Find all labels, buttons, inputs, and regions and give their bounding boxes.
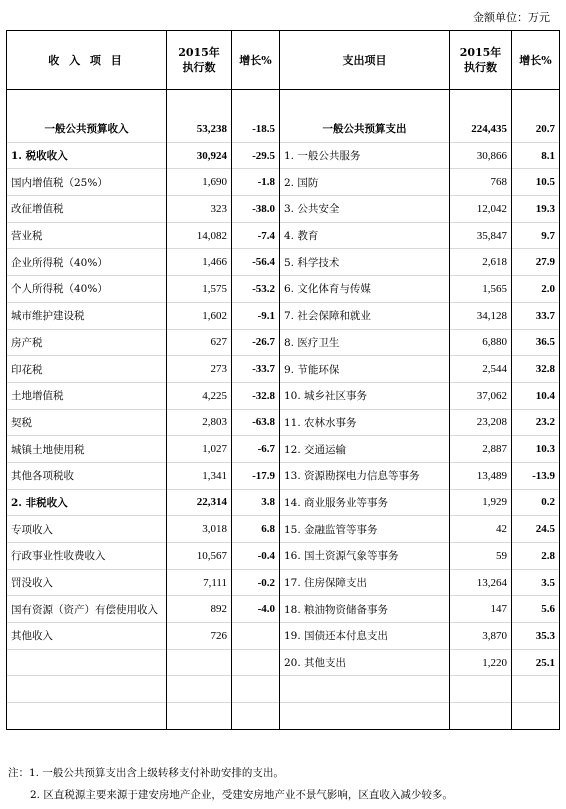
table-row (7, 462, 560, 489)
income-item-cell: 行政事业性收费收入 (7, 543, 167, 570)
table-row (7, 409, 560, 436)
income-amount-cell: 273 (167, 356, 232, 383)
expend-amount-cell: 12,042 (450, 196, 512, 223)
income-amount-cell: 1,602 (167, 302, 232, 329)
table-row (7, 196, 560, 223)
expend-item-cell: 一般公共预算支出 (280, 116, 450, 142)
expend-growth-cell: 10.4 (512, 382, 560, 409)
expend-item-cell: 9. 节能环保 (280, 356, 450, 383)
table-row (7, 569, 560, 596)
table-row (7, 302, 560, 329)
income-amount-cell: 10,567 (167, 543, 232, 570)
income-item-cell: 一般公共预算收入 (7, 116, 167, 142)
income-item-cell: 罚没收入 (7, 569, 167, 596)
income-growth-cell: 6.8 (232, 516, 280, 543)
expend-item-cell: 17. 住房保障支出 (280, 569, 450, 596)
expend-amount-cell: 59 (450, 543, 512, 570)
income-amount-cell: 1,575 (167, 276, 232, 303)
expend-growth-cell: 9.7 (512, 222, 560, 249)
income-amount-cell: 53,238 (167, 116, 232, 142)
expend-item-cell: 13. 资源勘探电力信息等事务 (280, 462, 450, 489)
income-item-cell: 城市维护建设税 (7, 302, 167, 329)
expend-amount-cell: 42 (450, 516, 512, 543)
table-row (7, 382, 560, 409)
expend-growth-cell: 8.1 (512, 142, 560, 169)
expend-item-cell: 19. 国债还本付息支出 (280, 623, 450, 650)
income-growth-cell: -33.7 (232, 356, 280, 383)
expend-growth-cell: 36.5 (512, 329, 560, 356)
income-growth-cell: -0.2 (232, 569, 280, 596)
income-growth-cell: -6.7 (232, 436, 280, 463)
income-growth-cell: -0.4 (232, 543, 280, 570)
income-amount-cell: 4,225 (167, 382, 232, 409)
expend-growth-cell: 25.1 (512, 649, 560, 676)
expend-amount-cell: 3,870 (450, 623, 512, 650)
income-amount-cell: 30,924 (167, 142, 232, 169)
expend-amount-cell: 13,264 (450, 569, 512, 596)
expend-item-cell: 15. 金融监管等事务 (280, 516, 450, 543)
income-amount-cell: 1,341 (167, 462, 232, 489)
income-item-cell: 营业税 (7, 222, 167, 249)
expend-growth-cell: 2.0 (512, 276, 560, 303)
income-amount-cell: 7,111 (167, 569, 232, 596)
income-growth-cell: -18.5 (232, 116, 280, 142)
income-item-cell: 专项收入 (7, 516, 167, 543)
expend-item-cell: 4. 教育 (280, 222, 450, 249)
header-income-item: 收 入 项 目 (7, 31, 167, 90)
income-amount-cell: 2,803 (167, 409, 232, 436)
header-expend-amount: 2015年 执行数 (450, 31, 512, 90)
expend-amount-cell: 2,618 (450, 249, 512, 276)
expend-amount-cell: 1,565 (450, 276, 512, 303)
income-amount-cell: 1,027 (167, 436, 232, 463)
income-growth-cell: -17.9 (232, 462, 280, 489)
income-item-cell: 改征增值税 (7, 196, 167, 223)
income-growth-cell (232, 703, 280, 730)
expend-growth-cell: 24.5 (512, 516, 560, 543)
income-growth-cell: -63.8 (232, 409, 280, 436)
income-item-cell: 1. 税收收入 (7, 142, 167, 169)
expend-amount-cell: 23,208 (450, 409, 512, 436)
income-item-cell: 2. 非税收入 (7, 489, 167, 516)
footnote-2: 2. 区直税源主要来源于建安房地产企业，受建安房地产业不景气影响，区直收入减少较多。 (30, 789, 453, 801)
expend-amount-cell: 6,880 (450, 329, 512, 356)
income-growth-cell: 3.8 (232, 489, 280, 516)
spacer-row (7, 90, 560, 117)
expend-item-cell: 16. 国土资源气象等事务 (280, 543, 450, 570)
income-growth-cell: -53.2 (232, 276, 280, 303)
expend-growth-cell: 5.6 (512, 596, 560, 623)
table-row (7, 249, 560, 276)
expend-amount-cell: 147 (450, 596, 512, 623)
budget-table (6, 30, 560, 730)
income-growth-cell: -4.0 (232, 596, 280, 623)
expend-growth-cell: 35.3 (512, 623, 560, 650)
expend-item-cell: 3. 公共安全 (280, 196, 450, 223)
income-growth-cell: -29.5 (232, 142, 280, 169)
income-amount-cell (167, 703, 232, 730)
table-row (7, 623, 560, 650)
expend-item-cell: 11. 农林水事务 (280, 409, 450, 436)
expend-growth-cell: 33.7 (512, 302, 560, 329)
expend-item-cell: 6. 文化体育与传媒 (280, 276, 450, 303)
expend-amount-cell (450, 703, 512, 730)
footnote-1: 注：1. 一般公共预算支出含上级转移支付补助安排的支出。 (8, 767, 284, 779)
income-growth-cell: -38.0 (232, 196, 280, 223)
table-row (7, 436, 560, 463)
income-item-cell: 其他各项税收 (7, 462, 167, 489)
expend-growth-cell: 0.2 (512, 489, 560, 516)
expend-amount-cell: 1,220 (450, 649, 512, 676)
income-amount-cell: 3,018 (167, 516, 232, 543)
unit-label: 金额单位：万元 (473, 11, 550, 24)
income-item-cell (7, 649, 167, 676)
expend-amount-cell: 2,544 (450, 356, 512, 383)
income-growth-cell: -56.4 (232, 249, 280, 276)
table-row (7, 222, 560, 249)
expend-growth-cell: 19.3 (512, 196, 560, 223)
income-amount-cell (167, 649, 232, 676)
table-row (7, 649, 560, 676)
expend-amount-cell: 1,929 (450, 489, 512, 516)
table-row (7, 596, 560, 623)
income-item-cell: 房产税 (7, 329, 167, 356)
expend-amount-cell: 35,847 (450, 222, 512, 249)
income-item-cell: 契税 (7, 409, 167, 436)
income-item-cell (7, 703, 167, 730)
expend-growth-cell: 23.2 (512, 409, 560, 436)
income-amount-cell: 892 (167, 596, 232, 623)
income-item-cell: 国内增值税（25%） (7, 169, 167, 196)
income-growth-cell: -9.1 (232, 302, 280, 329)
income-amount-cell: 1,690 (167, 169, 232, 196)
expend-amount-cell (450, 676, 512, 703)
expend-item-cell: 8. 医疗卫生 (280, 329, 450, 356)
income-amount-cell: 22,314 (167, 489, 232, 516)
header-row (7, 31, 560, 90)
table-row (7, 116, 560, 142)
footnotes (8, 762, 453, 806)
income-item-cell: 土地增值税 (7, 382, 167, 409)
expend-growth-cell: 2.8 (512, 543, 560, 570)
table-row (7, 356, 560, 383)
expend-growth-cell: -13.9 (512, 462, 560, 489)
income-item-cell: 个人所得税（40%） (7, 276, 167, 303)
table-row (7, 489, 560, 516)
expend-item-cell: 14. 商业服务业等事务 (280, 489, 450, 516)
expend-item-cell: 20. 其他支出 (280, 649, 450, 676)
table-row (7, 169, 560, 196)
income-growth-cell (232, 623, 280, 650)
table-row (7, 676, 560, 703)
table-row (7, 142, 560, 169)
expend-amount-cell: 30,866 (450, 142, 512, 169)
income-item-cell: 国有资源（资产）有偿使用收入 (7, 596, 167, 623)
income-growth-cell: -7.4 (232, 222, 280, 249)
income-amount-cell (167, 676, 232, 703)
header-income-amount: 2015年 执行数 (167, 31, 232, 90)
income-item-cell: 印花税 (7, 356, 167, 383)
income-amount-cell: 14,082 (167, 222, 232, 249)
table-row (7, 703, 560, 730)
table-row (7, 543, 560, 570)
expend-growth-cell: 32.8 (512, 356, 560, 383)
income-item-cell (7, 676, 167, 703)
income-item-cell: 企业所得税（40%） (7, 249, 167, 276)
header-income-growth: 增长% (232, 31, 280, 90)
table-row (7, 329, 560, 356)
header-expend-item: 支出项目 (280, 31, 450, 90)
income-amount-cell: 627 (167, 329, 232, 356)
income-amount-cell: 726 (167, 623, 232, 650)
income-growth-cell: -32.8 (232, 382, 280, 409)
income-growth-cell: -1.8 (232, 169, 280, 196)
expend-item-cell: 7. 社会保障和就业 (280, 302, 450, 329)
income-item-cell: 其他收入 (7, 623, 167, 650)
income-growth-cell: -26.7 (232, 329, 280, 356)
income-growth-cell (232, 649, 280, 676)
expend-item-cell (280, 676, 450, 703)
expend-item-cell: 18. 粮油物资储备事务 (280, 596, 450, 623)
table-row (7, 516, 560, 543)
expend-amount-cell: 13,489 (450, 462, 512, 489)
expend-item-cell: 5. 科学技术 (280, 249, 450, 276)
expend-amount-cell: 34,128 (450, 302, 512, 329)
header-expend-growth: 增长% (512, 31, 560, 90)
expend-amount-cell: 224,435 (450, 116, 512, 142)
expend-growth-cell (512, 676, 560, 703)
expend-item-cell: 12. 交通运输 (280, 436, 450, 463)
expend-growth-cell: 10.3 (512, 436, 560, 463)
expend-item-cell (280, 703, 450, 730)
expend-amount-cell: 2,887 (450, 436, 512, 463)
table-row (7, 276, 560, 303)
expend-growth-cell: 20.7 (512, 116, 560, 142)
expend-amount-cell: 37,062 (450, 382, 512, 409)
expend-growth-cell: 3.5 (512, 569, 560, 596)
income-amount-cell: 323 (167, 196, 232, 223)
expend-item-cell: 1. 一般公共服务 (280, 142, 450, 169)
expend-item-cell: 2. 国防 (280, 169, 450, 196)
expend-growth-cell: 10.5 (512, 169, 560, 196)
expend-growth-cell (512, 703, 560, 730)
income-growth-cell (232, 676, 280, 703)
income-amount-cell: 1,466 (167, 249, 232, 276)
expend-growth-cell: 27.9 (512, 249, 560, 276)
expend-amount-cell: 768 (450, 169, 512, 196)
income-item-cell: 城镇土地使用税 (7, 436, 167, 463)
expend-item-cell: 10. 城乡社区事务 (280, 382, 450, 409)
